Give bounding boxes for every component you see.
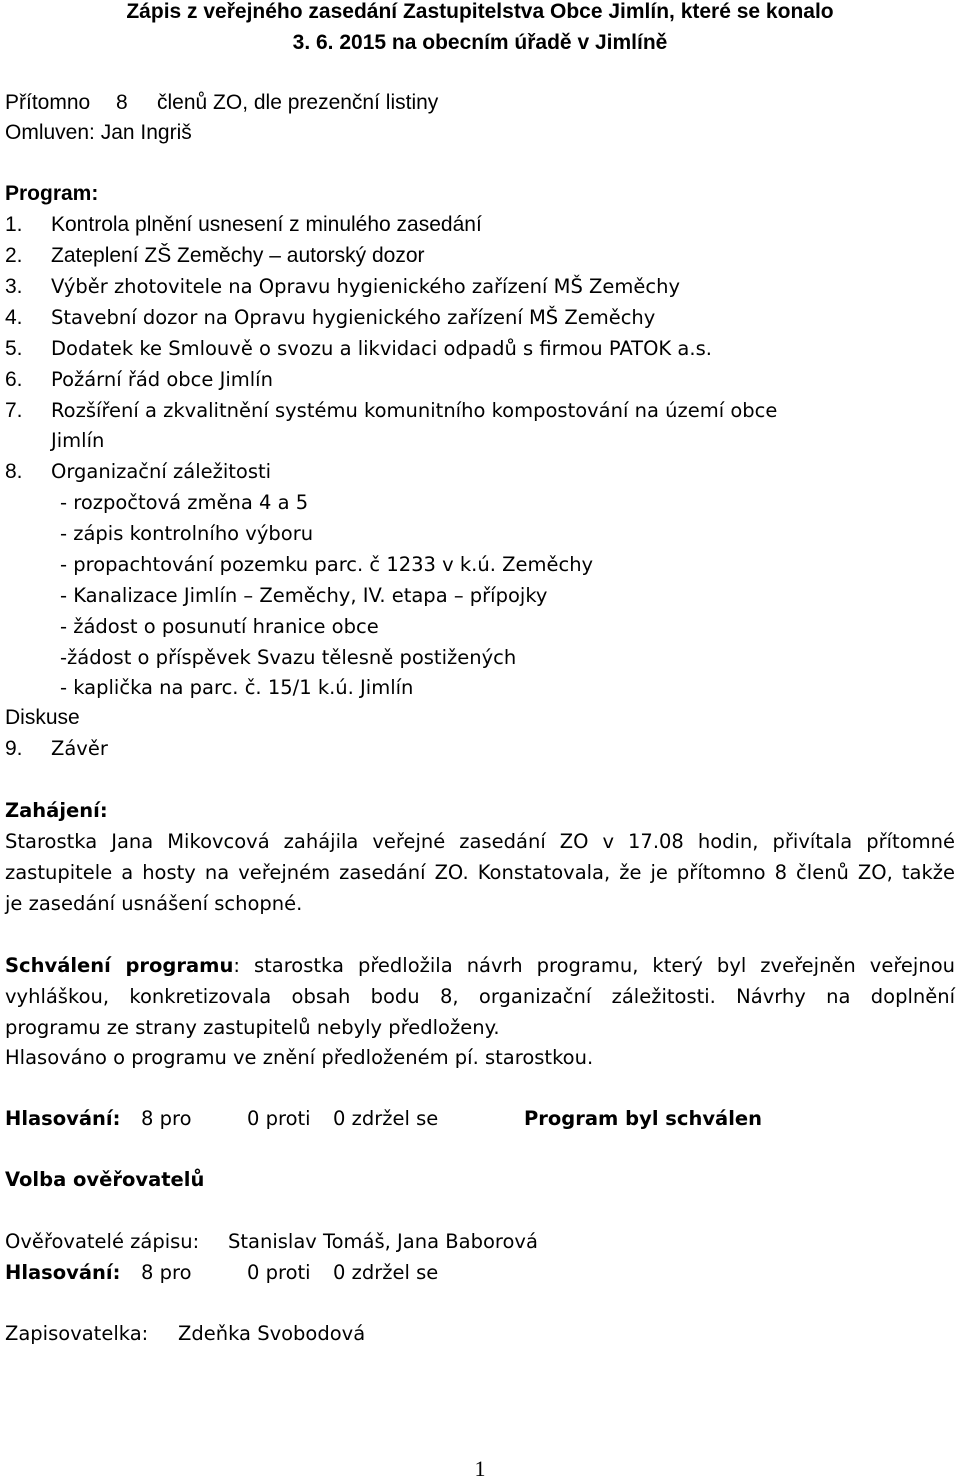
- program-subitem: - propachtování pozemku parc. č 1233 v k.ú. Zeměchy: [60, 553, 594, 576]
- opening-heading: Zahájení:: [5, 799, 108, 822]
- program-item-number: 2.: [5, 244, 23, 267]
- program-subitem: - Kanalizace Jimlín – Zeměchy, IV. etapa – přípojky: [60, 584, 548, 607]
- verifiers-label: Ověřovatelé zápisu:: [5, 1230, 200, 1253]
- document-title-line1: Zápis z veřejného zasedání Zastupitelstva Obce Jimlín, které se konalo: [126, 0, 834, 23]
- program-heading: Program:: [5, 182, 99, 205]
- approval-label: Schválení programu: [5, 954, 234, 977]
- approval-paragraph-line: programu ze strany zastupitelů nebyly předloženy.: [5, 1016, 500, 1039]
- recorder-label: Zapisovatelka:: [5, 1322, 149, 1345]
- page-number: 1: [474, 1456, 486, 1481]
- program-item-number: 6.: [5, 368, 23, 391]
- program-item-number: 3.: [5, 275, 23, 298]
- verifiers-names: Stanislav Tomáš, Jana Baborová: [228, 1230, 538, 1253]
- program-subitem: - rozpočtová změna 4 a 5: [60, 491, 309, 514]
- vote-label: Hlasování:: [5, 1261, 121, 1284]
- program-item-number: 4.: [5, 306, 23, 329]
- vote-for: 8 pro: [141, 1261, 192, 1284]
- vote-for: 8 pro: [141, 1107, 192, 1130]
- program-subitem: - kaplička na parc. č. 15/1 k.ú. Jimlín: [60, 676, 414, 699]
- vote-against: 0 proti: [247, 1261, 311, 1284]
- present-text: členů ZO, dle prezenční listiny: [157, 91, 439, 114]
- program-item-text-continuation: Jimlín: [51, 429, 105, 452]
- verifiers-heading: Volba ověřovatelů: [5, 1168, 205, 1191]
- program-item-text: Výběr zhotovitele na Opravu hygienického zařízení MŠ Zeměchy: [51, 275, 681, 298]
- program-subitem: - žádost o posunutí hranice obce: [60, 615, 379, 638]
- program-item-text: Organizační záležitosti: [51, 460, 272, 483]
- vote-result: Program byl schválen: [524, 1107, 762, 1130]
- approval-text: : starostka předložila návrh programu, který byl zveřejněn veřejnou: [233, 954, 955, 977]
- program-item-number: 7.: [5, 399, 23, 422]
- discussion-item: Diskuse: [5, 706, 80, 729]
- approval-paragraph-line: Hlasováno o programu ve znění předloženém pí. starostkou.: [5, 1046, 594, 1069]
- approval-paragraph-line: vyhláškou, konkretizovala obsah bodu 8, organizační záležitosti. Návrhy na doplnění: [5, 985, 955, 1008]
- program-item-text: Zateplení ZŠ Zeměchy – autorský dozor: [51, 244, 425, 267]
- program-item-number: 5.: [5, 337, 23, 360]
- program-item-text: Kontrola plnění usnesení z minulého zasedání: [51, 213, 482, 236]
- program-item-text: Závěr: [51, 737, 108, 760]
- program-item-text: Rozšíření a zkvalitnění systému komunitního kompostování na území obce: [51, 399, 778, 422]
- program-item-number: 9.: [5, 737, 23, 760]
- program-item-number: 8.: [5, 460, 23, 483]
- approval-paragraph-line: [5, 954, 955, 977]
- excused-line: Omluven: Jan Ingriš: [5, 121, 192, 144]
- opening-paragraph-line: zastupitele a hosty na veřejném zasedání ZO. Konstatovala, že je přítomno 8 členů ZO, takže: [5, 861, 955, 884]
- vote-against: 0 proti: [247, 1107, 311, 1130]
- opening-paragraph-line: Starostka Jana Mikovcová zahájila veřejné zasedání ZO v 17.08 hodin, přivítala přítomné: [5, 830, 955, 853]
- vote-abstain: 0 zdržel se: [333, 1107, 439, 1130]
- vote-abstain: 0 zdržel se: [333, 1261, 439, 1284]
- opening-paragraph-line: je zasedání usnášení schopné.: [5, 892, 303, 915]
- program-item-text: Stavební dozor na Opravu hygienického zařízení MŠ Zeměchy: [51, 306, 656, 329]
- vote-label: Hlasování:: [5, 1107, 121, 1130]
- recorder-name: Zdeňka Svobodová: [178, 1322, 366, 1345]
- program-item-number: 1.: [5, 213, 23, 236]
- present-label: Přítomno: [5, 91, 91, 114]
- program-item-text: Požární řád obce Jimlín: [51, 368, 273, 391]
- document-title-line2: 3. 6. 2015 na obecním úřadě v Jimlíně: [292, 31, 668, 54]
- program-item-text: Dodatek ke Smlouvě o svozu a likvidaci odpadů s firmou PATOK a.s.: [51, 337, 712, 360]
- program-subitem: - zápis kontrolního výboru: [60, 522, 314, 545]
- program-subitem: -žádost o příspěvek Svazu tělesně postižených: [60, 646, 517, 669]
- present-count: 8: [116, 91, 128, 114]
